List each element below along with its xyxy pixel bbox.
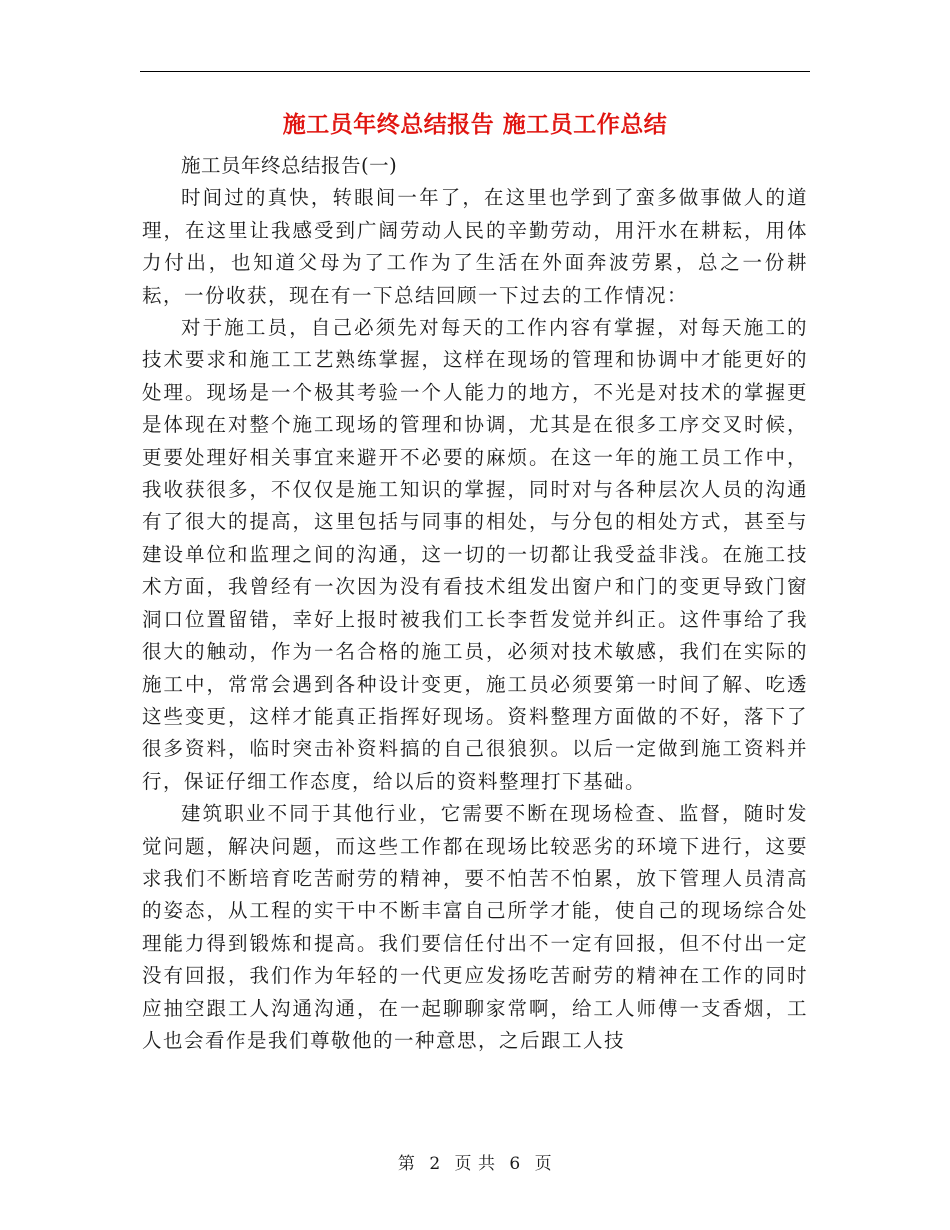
header-rule: [140, 71, 810, 72]
paragraph: 时间过的真快，转眼间一年了，在这里也学到了蛮多做事做人的道理，在这里让我感受到广阔劳动人民的辛勤劳动，用汗水在耕耘，用体力付出，也知道父母为了工作为了生活在外面奔波劳累，总之一份耕耘，一份收获，现在有一下总结回顾一下过去的工作情况：: [142, 186, 808, 307]
section-heading: 施工员年终总结报告(一): [181, 154, 398, 177]
footer-page-number: 2: [429, 1154, 441, 1174]
page-footer: [0, 1152, 950, 1176]
footer-prefix: 第: [397, 1154, 416, 1174]
footer-total-pages: 6: [509, 1154, 521, 1174]
document-title: 施工员年终总结报告 施工员工作总结: [282, 112, 668, 138]
paragraph: 对于施工员，自己必须先对每天的工作内容有掌握，对每天施工的技术要求和施工工艺熟练掌握，这样在现场的管理和协调中才能更好的处理。现场是一个极其考验一个人能力的地方，不光是对技术的掌握更是体现在对整个施工现场的管理和协调，尤其是在很多工序交叉时候，更要处理好相关事宜来避开不必要的麻烦。在这一年的施工员工作中，我收获很多，不仅仅是施工知识的掌握，同时对与各种层次人员的沟通有了很大的提高，这里包括与同事的相处，与分包的相处方式，甚至与建设单位和监理之间的沟通，这一切的一切都让我受益非浅。在施工技术方面，我曾经有一次因为没有看技术组发出窗户和门的变更导致门窗洞口位置留错，幸好上报时被我们工长李哲发觉并纠正。这件事给了我很大的触动，作为一名合格的施工员，必须对技术敏感，我们在实际的施工中，常常会遇到各种设计变更，施工员必须要第一时间了解、吃透这些变更，这样才能真正指挥好现场。资料整理方面做的不好，落下了很多资料，临时突击补资料搞的自己很狼狈。以后一定做到施工资料并行，保证仔细工作态度，给以后的资料整理打下基础。: [142, 316, 808, 793]
footer-suffix: 页: [534, 1154, 553, 1174]
paragraph: 建筑职业不同于其他行业，它需要不断在现场检查、监督，随时发觉问题，解决问题，而这些工作都在现场比较恶劣的环境下进行，这要求我们不断培育吃苦耐劳的精神，要不怕苦不怕累，放下管理人员清高的姿态，从工程的实干中不断丰富自己所学才能，使自己的现场综合处理能力得到锻炼和提高。我们要信任付出不一定有回报，但不付出一定没有回报，我们作为年轻的一代更应发扬吃苦耐劳的精神在工作的同时应抽空跟工人沟通沟通，在一起聊聊家常啊，给工人师傅一支香烟，工人也会看作是我们尊敬他的一种意思，之后跟工人技: [142, 802, 808, 1052]
document-body: [142, 150, 808, 1057]
footer-middle: 页 共: [454, 1154, 496, 1174]
